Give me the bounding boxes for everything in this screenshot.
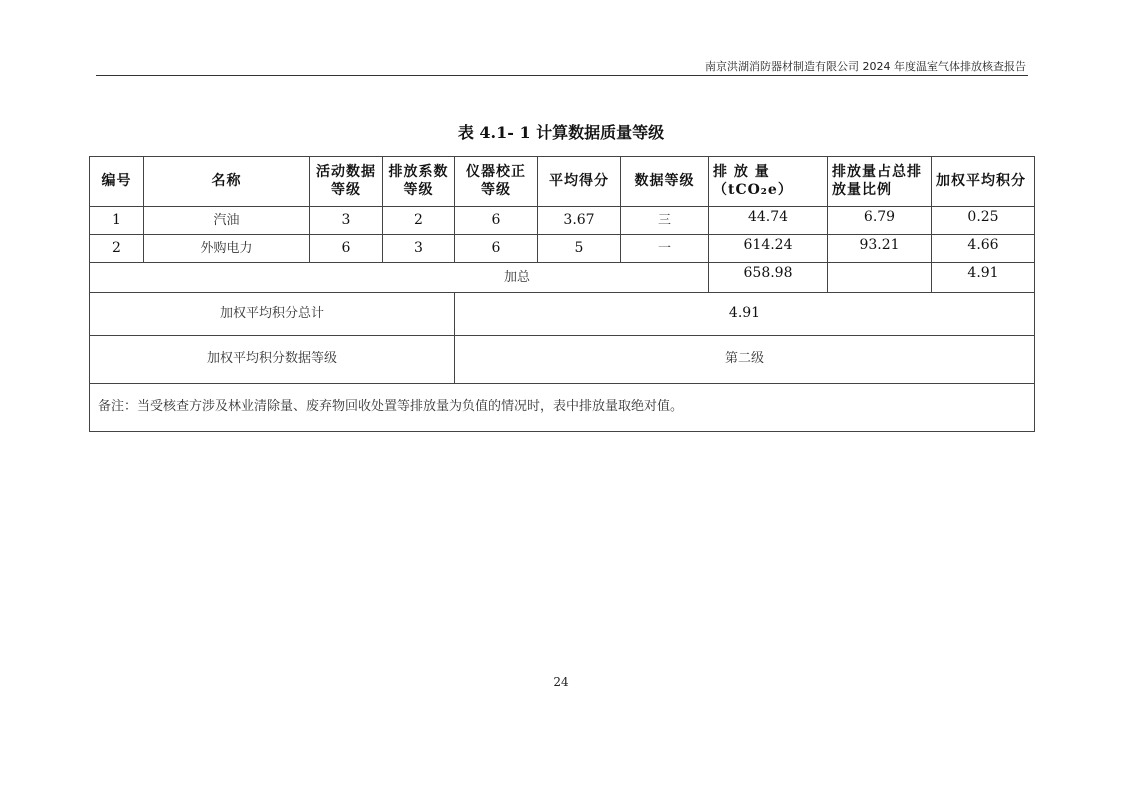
weighted-total-row — [90, 293, 1035, 335]
col-header-average-score: 平均得分 — [538, 157, 621, 207]
weighted-grade-value: 第二级 — [455, 335, 1035, 383]
table-caption: 表 4.1- 1 计算数据质量等级 — [457, 123, 665, 142]
cell-calibration-grade: 6 — [455, 235, 538, 263]
cell-activity-grade: 3 — [310, 207, 383, 235]
col-header-activity-grade: 活动数据等级 — [310, 157, 383, 207]
cell-weighted-score: 4.66 — [932, 235, 1035, 263]
weighted-total-label: 加权平均积分总计 — [90, 293, 455, 335]
weighted-grade-label: 加权平均积分数据等级 — [90, 335, 455, 383]
cell-emission: 44.74 — [709, 207, 828, 235]
note-row — [90, 383, 1035, 431]
cell-emission: 614.24 — [709, 235, 828, 263]
cell-data-grade: 三 — [621, 207, 709, 235]
table-note: 备注：当受核查方涉及林业清除量、废弃物回收处置等排放量为负值的情况时，表中排放量取绝对值。 — [90, 383, 1035, 431]
cell-data-grade: 一 — [621, 235, 709, 263]
cell-average-score: 3.67 — [538, 207, 621, 235]
col-header-data-grade: 数据等级 — [621, 157, 709, 207]
cell-id: 1 — [90, 207, 144, 235]
cell-share: 93.21 — [828, 235, 932, 263]
cell-emission-factor-grade: 3 — [383, 235, 455, 263]
col-header-emission-unit: （tCO₂e） — [713, 181, 793, 198]
weighted-total-value: 4.91 — [455, 293, 1035, 335]
col-header-emission — [709, 157, 828, 207]
header-divider — [96, 75, 1028, 76]
table-header-row — [90, 157, 1035, 207]
table-row — [90, 235, 1035, 263]
cell-activity-grade: 6 — [310, 235, 383, 263]
cell-id: 2 — [90, 235, 144, 263]
cell-name: 汽油 — [144, 207, 310, 235]
total-weighted-score: 4.91 — [932, 263, 1035, 293]
cell-average-score: 5 — [538, 235, 621, 263]
weighted-grade-row — [90, 335, 1035, 383]
data-quality-table — [89, 156, 1035, 432]
col-header-id: 编号 — [90, 157, 144, 207]
col-header-emission-label: 排 放 量 — [713, 164, 770, 181]
total-share — [828, 263, 932, 293]
cell-share: 6.79 — [828, 207, 932, 235]
total-label: 加总 — [90, 263, 709, 293]
table-row — [90, 207, 1035, 235]
col-header-share: 排放量占总排放量比例 — [828, 157, 932, 207]
col-header-calibration-grade: 仪器校正等级 — [455, 157, 538, 207]
cell-weighted-score: 0.25 — [932, 207, 1035, 235]
cell-calibration-grade: 6 — [455, 207, 538, 235]
col-header-weighted-score: 加权平均积分 — [932, 157, 1035, 207]
page-header: 南京洪湖消防器材制造有限公司 2024 年度温室气体排放核查报告 — [705, 60, 1026, 73]
total-row — [90, 263, 1035, 293]
cell-emission-factor-grade: 2 — [383, 207, 455, 235]
cell-name: 外购电力 — [144, 235, 310, 263]
col-header-name: 名称 — [144, 157, 310, 207]
col-header-emission-factor-grade: 排放系数等级 — [383, 157, 455, 207]
page-number: 24 — [553, 675, 569, 689]
total-emission: 658.98 — [709, 263, 828, 293]
